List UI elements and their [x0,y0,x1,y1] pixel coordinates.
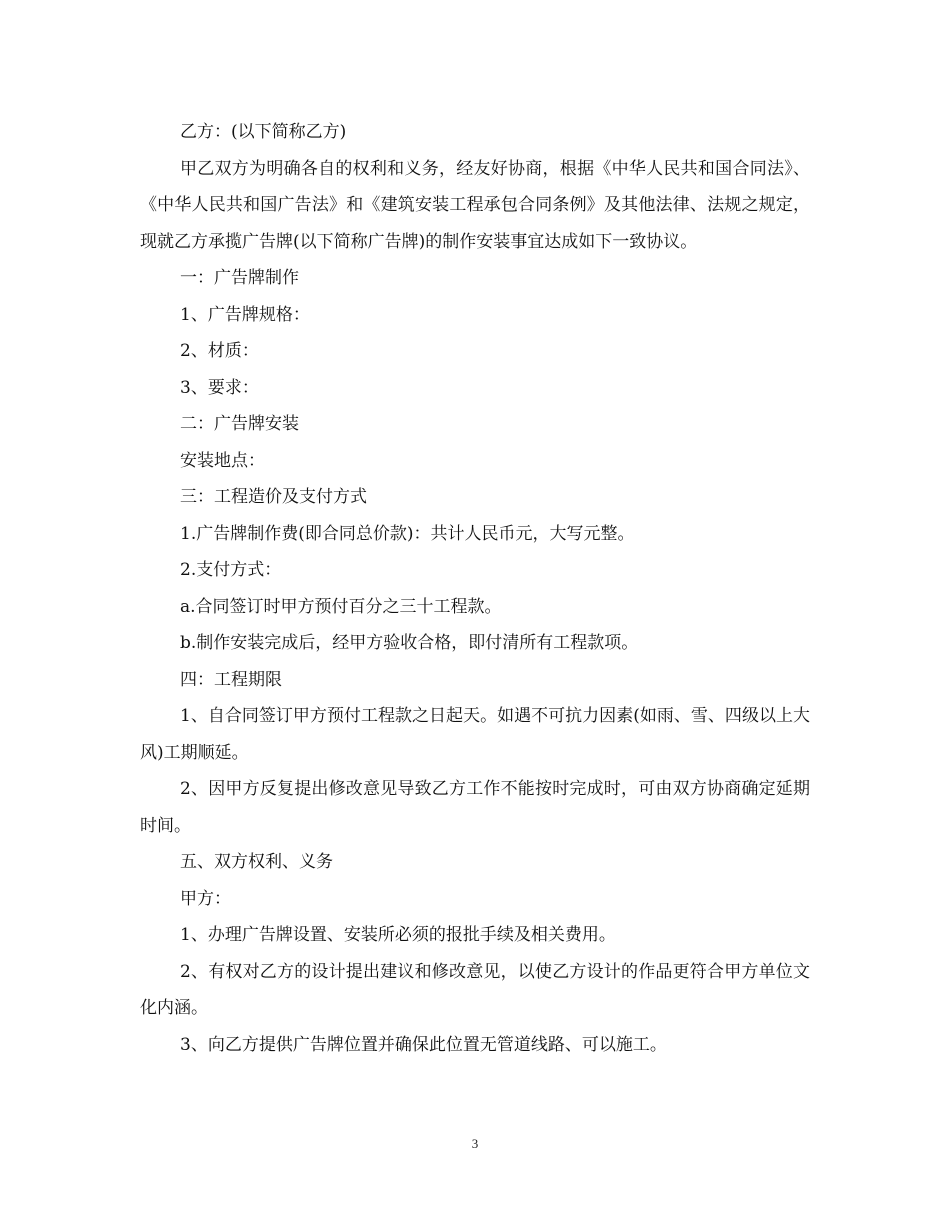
list-item-material: 2、材质： [180,341,259,361]
paragraph-party-b: 乙方：(以下简称乙方) [180,122,347,142]
list-item-duration-extension: 2、因甲方反复提出修改意见导致乙方工作不能按时完成时，可由双方协商确定延期时间。 [140,779,810,836]
list-item-spec: 1、广告牌规格： [180,304,310,325]
list-item-site-provision: 3、向乙方提供广告牌位置并确保此位置无管道线路、可以施工。 [180,1034,667,1055]
list-item-final-payment: b.制作安装完成后，经甲方验收合格，即付清所有工程款项。 [180,633,639,653]
list-item-prepayment: a.合同签订时甲方预付百分之三十工程款。 [180,596,502,617]
section-heading-rights-obligations: 五、双方权利、义务 [180,852,333,872]
list-item-design-feedback: 2、有权对乙方的设计提出建议和修改意见，以使乙方设计的作品更符合甲方单位文化内涵。 [140,961,810,1018]
paragraph-preamble: 甲乙双方为明确各自的权利和义务，经友好协商，根据《中华人民共和国合同法》、《中华人民共和国广告法》和《建筑安装工程承包合同条例》及其他法律、法规之规定，现就乙方承揽广告牌(以下简称广告牌)的制作安装事宜达成如下一致协议。 [140,158,810,252]
paragraph-party-a-label: 甲方： [180,888,231,909]
list-item-production-fee: 1.广告牌制作费(即合同总价款)：共计人民币元，大写元整。 [180,523,635,544]
section-heading-production: 一：广告牌制作 [180,268,299,288]
paragraph-install-location: 安装地点： [180,450,265,471]
section-heading-duration: 四：工程期限 [180,669,282,690]
section-heading-cost-payment: 三：工程造价及支付方式 [180,487,367,507]
section-heading-installation: 二：广告牌安装 [180,414,299,434]
list-item-payment-method: 2.支付方式： [180,560,282,580]
list-item-permits: 1、办理广告牌设置、安装所必须的报批手续及相关费用。 [180,925,616,945]
list-item-requirements: 3、要求： [180,377,259,398]
document-body [140,114,810,1063]
list-item-duration-start: 1、自合同签订甲方预付工程款之日起天。如遇不可抗力因素(如雨、雪、四级以上大风)工期顺延。 [140,706,810,763]
page-number: 3 [471,1136,479,1151]
